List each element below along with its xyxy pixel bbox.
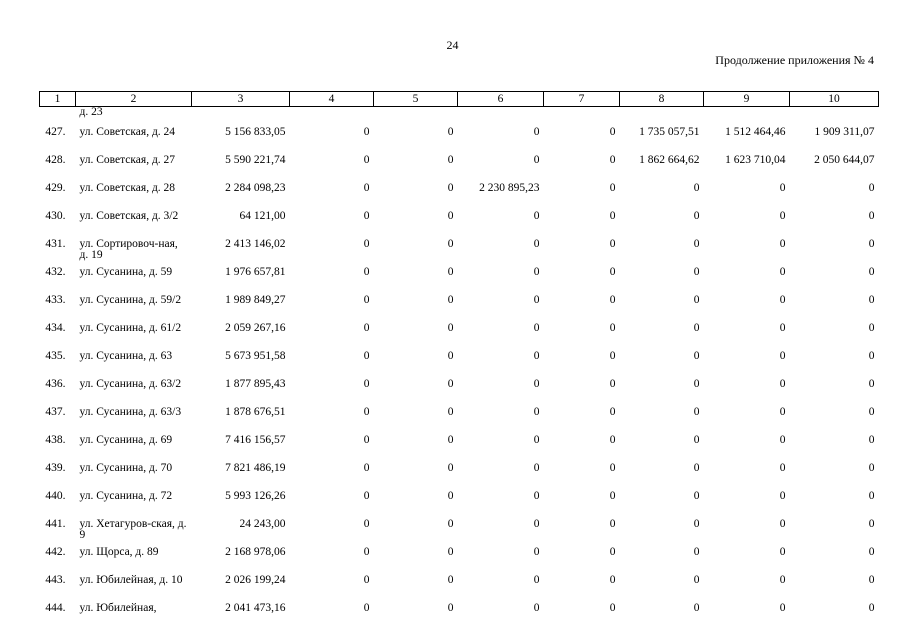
value-cell: 0 <box>533 238 540 250</box>
row-number-cell <box>40 107 76 128</box>
column-header: 5 <box>374 92 458 107</box>
row-number-cell: 444. <box>45 602 66 614</box>
value-cell: 0 <box>868 602 875 614</box>
value-cell: 0 <box>609 406 616 418</box>
value-cell: 0 <box>868 182 875 194</box>
value-cell <box>620 107 704 128</box>
value-cell: 2 230 895,23 <box>479 182 540 194</box>
row-number-cell: 441. <box>45 518 66 530</box>
value-cell: 1 623 710,04 <box>725 154 786 166</box>
value-cell: 24 243,00 <box>239 518 286 530</box>
value-cell: 0 <box>363 154 370 166</box>
value-cell: 0 <box>447 434 454 446</box>
value-cell: 0 <box>779 518 786 530</box>
value-cell: 0 <box>868 378 875 390</box>
value-cell: 1 512 464,46 <box>725 126 786 138</box>
table-row <box>40 379 879 407</box>
table-row <box>40 351 879 379</box>
value-cell: 0 <box>533 406 540 418</box>
row-number-cell: 430. <box>45 210 66 222</box>
address-cell: ул. Сортировоч-ная, д. 19 <box>79 238 178 261</box>
value-cell: 0 <box>693 518 700 530</box>
data-table <box>39 91 879 631</box>
value-cell: 0 <box>447 266 454 278</box>
value-cell: 0 <box>693 294 700 306</box>
value-cell: 0 <box>609 294 616 306</box>
value-cell: 0 <box>533 434 540 446</box>
value-cell: 0 <box>447 546 454 558</box>
value-cell: 0 <box>447 602 454 614</box>
value-cell: 1 976 657,81 <box>225 266 286 278</box>
value-cell: 0 <box>533 294 540 306</box>
value-cell: 2 413 146,02 <box>225 238 286 250</box>
address-cell: ул. Сусанина, д. 63 <box>79 350 173 362</box>
value-cell: 0 <box>868 518 875 530</box>
value-cell: 0 <box>363 602 370 614</box>
value-cell: 5 673 951,58 <box>225 350 286 362</box>
value-cell: 0 <box>609 546 616 558</box>
table-row <box>40 127 879 155</box>
column-header: 2 <box>76 92 192 107</box>
table-row <box>40 575 879 603</box>
value-cell: 0 <box>693 182 700 194</box>
address-cell: ул. Сусанина, д. 59 <box>79 266 173 278</box>
row-number-cell: 437. <box>45 406 66 418</box>
value-cell: 0 <box>693 238 700 250</box>
value-cell: 0 <box>868 322 875 334</box>
value-cell: 1 735 057,51 <box>639 126 700 138</box>
value-cell <box>544 107 620 128</box>
value-cell: 0 <box>363 434 370 446</box>
value-cell: 5 993 126,26 <box>225 490 286 502</box>
value-cell: 2 041 473,16 <box>225 602 286 614</box>
address-cell: ул. Сусанина, д. 63/2 <box>79 378 182 390</box>
value-cell: 0 <box>609 490 616 502</box>
value-cell: 0 <box>533 574 540 586</box>
value-cell: 0 <box>779 294 786 306</box>
value-cell: 0 <box>363 546 370 558</box>
value-cell: 0 <box>363 238 370 250</box>
row-number-cell: 436. <box>45 378 66 390</box>
value-cell: 0 <box>693 350 700 362</box>
value-cell: 0 <box>693 462 700 474</box>
value-cell: 0 <box>609 462 616 474</box>
value-cell: 0 <box>447 182 454 194</box>
row-number-cell: 432. <box>45 266 66 278</box>
column-header: 4 <box>290 92 374 107</box>
value-cell: 0 <box>447 406 454 418</box>
table-row <box>40 107 879 128</box>
table-row <box>40 239 879 267</box>
address-cell: ул. Сусанина, д. 70 <box>79 462 173 474</box>
value-cell: 0 <box>447 126 454 138</box>
row-number-cell: 427. <box>45 126 66 138</box>
value-cell: 0 <box>779 406 786 418</box>
table-row <box>40 295 879 323</box>
value-cell: 1 878 676,51 <box>225 406 286 418</box>
value-cell: 2 050 644,07 <box>814 154 875 166</box>
value-cell: 0 <box>533 490 540 502</box>
address-cell: ул. Сусанина, д. 72 <box>79 490 173 502</box>
value-cell <box>790 107 879 128</box>
column-header: 9 <box>704 92 790 107</box>
value-cell: 0 <box>363 490 370 502</box>
value-cell: 0 <box>533 546 540 558</box>
value-cell: 0 <box>609 266 616 278</box>
value-cell: 0 <box>693 490 700 502</box>
address-cell: ул. Юбилейная, д. 10 <box>79 574 183 586</box>
value-cell: 0 <box>363 322 370 334</box>
value-cell: 0 <box>693 406 700 418</box>
table-body <box>40 107 879 632</box>
table-row <box>40 323 879 351</box>
value-cell: 5 590 221,74 <box>225 154 286 166</box>
row-number-cell: 428. <box>45 154 66 166</box>
table-row <box>40 547 879 575</box>
value-cell: 0 <box>609 154 616 166</box>
table-row <box>40 491 879 519</box>
address-cell: ул. Сусанина, д. 59/2 <box>79 294 182 306</box>
value-cell: 0 <box>609 378 616 390</box>
value-cell: 0 <box>779 210 786 222</box>
table-row <box>40 211 879 239</box>
value-cell: 1 877 895,43 <box>225 378 286 390</box>
value-cell: 0 <box>693 602 700 614</box>
address-cell: ул. Юбилейная, <box>79 602 157 614</box>
value-cell: 0 <box>609 602 616 614</box>
value-cell: 0 <box>533 126 540 138</box>
value-cell: 0 <box>868 238 875 250</box>
value-cell: 0 <box>779 462 786 474</box>
column-header: 1 <box>40 92 76 107</box>
address-cell: д. 23 <box>79 106 103 118</box>
table-row <box>40 463 879 491</box>
address-cell: ул. Щорса, д. 89 <box>79 546 159 558</box>
row-number-cell: 438. <box>45 434 66 446</box>
value-cell: 0 <box>779 574 786 586</box>
value-cell: 0 <box>363 294 370 306</box>
value-cell: 2 026 199,24 <box>225 574 286 586</box>
value-cell: 0 <box>693 210 700 222</box>
value-cell: 0 <box>447 462 454 474</box>
address-cell: ул. Сусанина, д. 61/2 <box>79 322 182 334</box>
value-cell: 0 <box>868 294 875 306</box>
value-cell: 1 989 849,27 <box>225 294 286 306</box>
row-number-cell: 433. <box>45 294 66 306</box>
value-cell: 0 <box>447 238 454 250</box>
value-cell: 0 <box>609 434 616 446</box>
value-cell: 0 <box>533 602 540 614</box>
value-cell: 0 <box>609 574 616 586</box>
value-cell: 0 <box>868 210 875 222</box>
value-cell: 64 121,00 <box>239 210 286 222</box>
table-row <box>40 603 879 631</box>
value-cell: 2 284 098,23 <box>225 182 286 194</box>
value-cell: 0 <box>533 322 540 334</box>
address-cell: ул. Сусанина, д. 69 <box>79 434 173 446</box>
value-cell: 0 <box>779 602 786 614</box>
value-cell: 0 <box>609 518 616 530</box>
value-cell: 0 <box>533 266 540 278</box>
row-number-cell: 443. <box>45 574 66 586</box>
value-cell: 0 <box>363 406 370 418</box>
address-cell: ул. Советская, д. 24 <box>79 126 176 138</box>
value-cell <box>704 107 790 128</box>
value-cell: 0 <box>868 350 875 362</box>
value-cell: 1 862 664,62 <box>639 154 700 166</box>
page-number: 24 <box>446 38 459 52</box>
value-cell: 7 821 486,19 <box>225 462 286 474</box>
value-cell: 0 <box>693 546 700 558</box>
value-cell: 0 <box>609 238 616 250</box>
value-cell: 0 <box>609 126 616 138</box>
value-cell: 0 <box>363 126 370 138</box>
value-cell <box>290 107 374 128</box>
value-cell: 0 <box>447 490 454 502</box>
value-cell: 0 <box>693 266 700 278</box>
value-cell: 0 <box>868 266 875 278</box>
value-cell: 0 <box>779 322 786 334</box>
value-cell: 0 <box>779 378 786 390</box>
value-cell: 0 <box>779 238 786 250</box>
column-header: 8 <box>620 92 704 107</box>
address-cell: ул. Советская, д. 3/2 <box>79 210 179 222</box>
value-cell <box>192 107 290 128</box>
column-header: 3 <box>192 92 290 107</box>
value-cell: 5 156 833,05 <box>225 126 286 138</box>
address-cell: ул. Хетагуров-ская, д. 9 <box>79 518 187 541</box>
table-row <box>40 183 879 211</box>
value-cell: 0 <box>363 350 370 362</box>
table-row <box>40 267 879 295</box>
value-cell: 0 <box>779 350 786 362</box>
value-cell: 0 <box>693 322 700 334</box>
value-cell: 0 <box>693 434 700 446</box>
row-number-cell: 439. <box>45 462 66 474</box>
table-row <box>40 435 879 463</box>
value-cell: 0 <box>363 210 370 222</box>
value-cell: 0 <box>363 518 370 530</box>
value-cell: 0 <box>533 462 540 474</box>
value-cell: 0 <box>693 378 700 390</box>
value-cell: 0 <box>447 210 454 222</box>
value-cell: 0 <box>693 574 700 586</box>
value-cell: 0 <box>868 490 875 502</box>
value-cell: 0 <box>868 406 875 418</box>
value-cell: 0 <box>447 574 454 586</box>
column-header: 6 <box>458 92 544 107</box>
value-cell: 0 <box>868 546 875 558</box>
row-number-cell: 434. <box>45 322 66 334</box>
value-cell: 0 <box>447 322 454 334</box>
value-cell: 0 <box>533 350 540 362</box>
address-cell: ул. Советская, д. 28 <box>79 182 176 194</box>
column-header: 10 <box>790 92 879 107</box>
value-cell: 0 <box>533 518 540 530</box>
value-cell: 2 059 267,16 <box>225 322 286 334</box>
table-row <box>40 155 879 183</box>
value-cell: 0 <box>533 378 540 390</box>
value-cell: 0 <box>609 210 616 222</box>
value-cell: 0 <box>779 182 786 194</box>
column-header: 7 <box>544 92 620 107</box>
value-cell: 0 <box>868 434 875 446</box>
value-cell: 0 <box>868 574 875 586</box>
value-cell: 0 <box>779 546 786 558</box>
value-cell: 0 <box>779 434 786 446</box>
continuation-label: Продолжение приложения № 4 <box>715 53 874 67</box>
value-cell: 0 <box>868 462 875 474</box>
value-cell: 0 <box>609 182 616 194</box>
value-cell: 7 416 156,57 <box>225 434 286 446</box>
value-cell: 0 <box>363 378 370 390</box>
value-cell: 0 <box>363 574 370 586</box>
value-cell: 0 <box>447 378 454 390</box>
value-cell: 1 909 311,07 <box>814 126 875 138</box>
value-cell: 0 <box>779 266 786 278</box>
value-cell: 0 <box>363 182 370 194</box>
column-header-row <box>40 92 879 107</box>
value-cell: 0 <box>447 350 454 362</box>
value-cell: 2 168 978,06 <box>225 546 286 558</box>
value-cell: 0 <box>533 154 540 166</box>
table-row <box>40 519 879 547</box>
value-cell <box>458 107 544 128</box>
value-cell: 0 <box>363 266 370 278</box>
value-cell: 0 <box>609 322 616 334</box>
row-number-cell: 435. <box>45 350 66 362</box>
value-cell: 0 <box>609 350 616 362</box>
value-cell: 0 <box>447 294 454 306</box>
value-cell: 0 <box>447 154 454 166</box>
value-cell: 0 <box>363 462 370 474</box>
address-cell: ул. Сусанина, д. 63/3 <box>79 406 182 418</box>
address-cell: ул. Советская, д. 27 <box>79 154 176 166</box>
value-cell: 0 <box>447 518 454 530</box>
row-number-cell: 429. <box>45 182 66 194</box>
value-cell: 0 <box>533 210 540 222</box>
table-row <box>40 407 879 435</box>
row-number-cell: 440. <box>45 490 66 502</box>
value-cell <box>374 107 458 128</box>
row-number-cell: 431. <box>45 238 66 250</box>
row-number-cell: 442. <box>45 546 66 558</box>
value-cell: 0 <box>779 490 786 502</box>
